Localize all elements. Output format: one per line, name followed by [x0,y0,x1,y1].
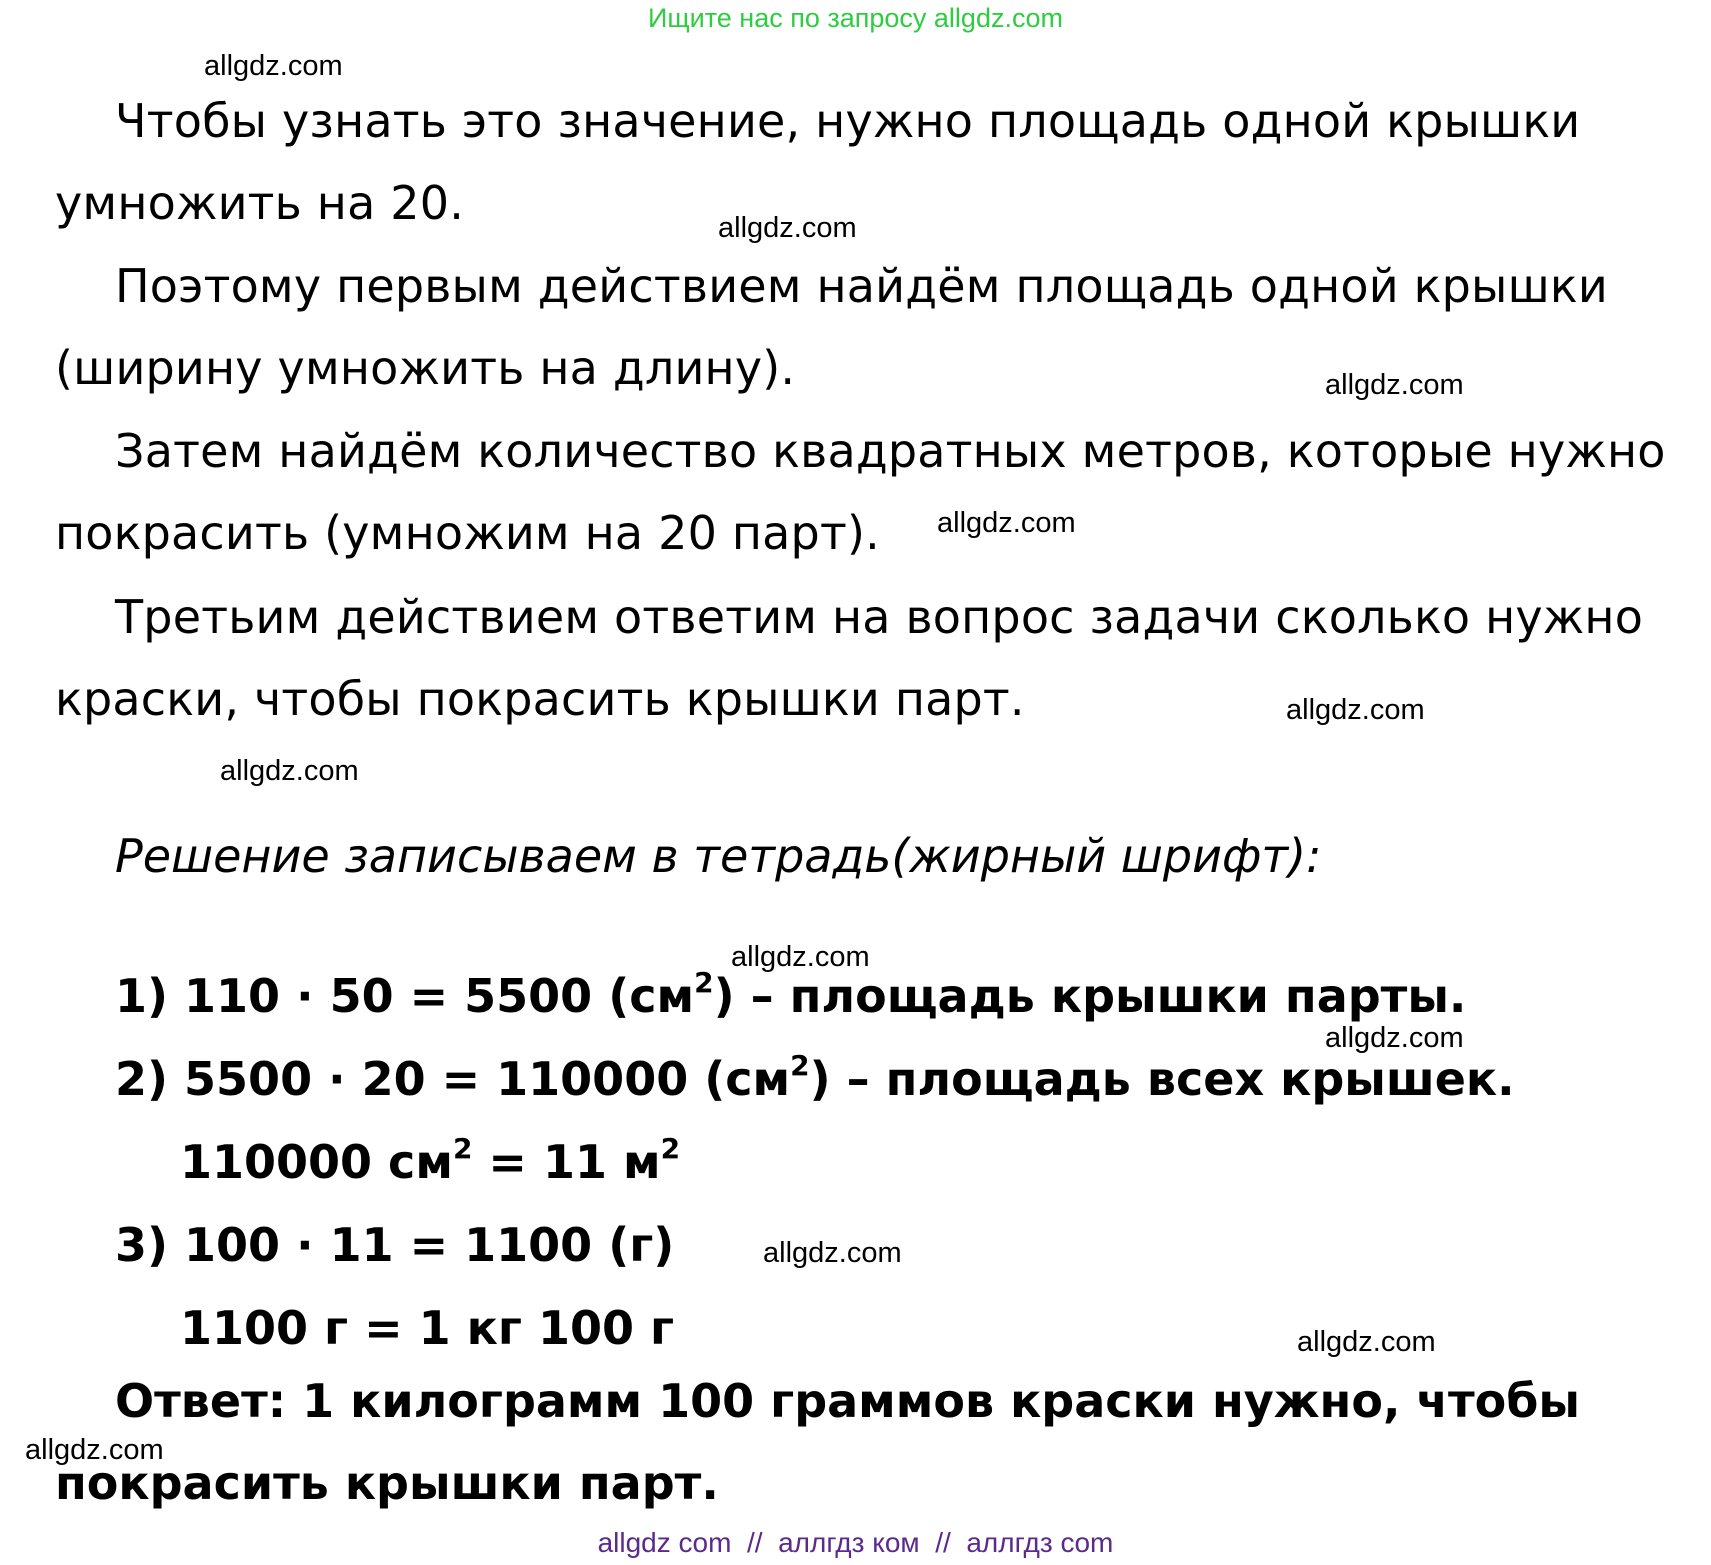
watermark: allgdz.com [220,755,359,787]
watermark: allgdz.com [1325,369,1464,401]
watermark: allgdz.com [1297,1326,1436,1358]
paragraph-3: Затем найдём количество квадратных метров, которые нужно покрасить (умножим на 20 парт). [55,424,1666,560]
solution-step-2: 2) 5500 · 20 = 110000 $(см^2)$ – площадь всех крышек. [115,1049,1515,1106]
watermark: allgdz.com [731,941,870,973]
paragraph-1: Чтобы узнать это значение, нужно площадь одной крышки умножить на 20. [55,94,1581,230]
watermark: allgdz.com [763,1237,902,1269]
watermark: allgdz.com [937,507,1076,539]
watermark: allgdz.com [204,50,343,82]
search-banner: Ищите нас по запросу allgdz.com [648,3,1063,33]
watermark: allgdz.com [1286,694,1425,726]
unit-conversion-area: 110000 $см^2 = 11$ $м^2$ [180,1132,681,1189]
solution-heading: Решение записываем в тетрадь(жирный шрифт): [115,829,1322,883]
answer: Ответ: 1 килограмм 100 граммов краски нужно, чтобы покрасить крышки парт. [55,1374,1580,1510]
footer-links: allgdz com // аллгдз ком // аллгдз com [597,1527,1114,1558]
unit-conversion-mass: 1100 г = 1 кг 100 г [180,1301,675,1355]
watermark: allgdz.com [718,212,857,244]
solution-step-1: 1) 110 · 50 = 5500 $(см^2)$ – площадь крышки парты. [115,966,1467,1023]
watermark: allgdz.com [25,1434,164,1466]
watermark: allgdz.com [1325,1022,1464,1054]
paragraph-4: Третьим действием ответим на вопрос задачи сколько нужно краски, чтобы покрасить крышки парт. [55,590,1644,726]
solution-step-3: 3) 100 · 11 = 1100 (г) [115,1218,675,1272]
paragraph-2: Поэтому первым действием найдём площадь одной крышки (ширину умножить на длину). [55,259,1608,395]
